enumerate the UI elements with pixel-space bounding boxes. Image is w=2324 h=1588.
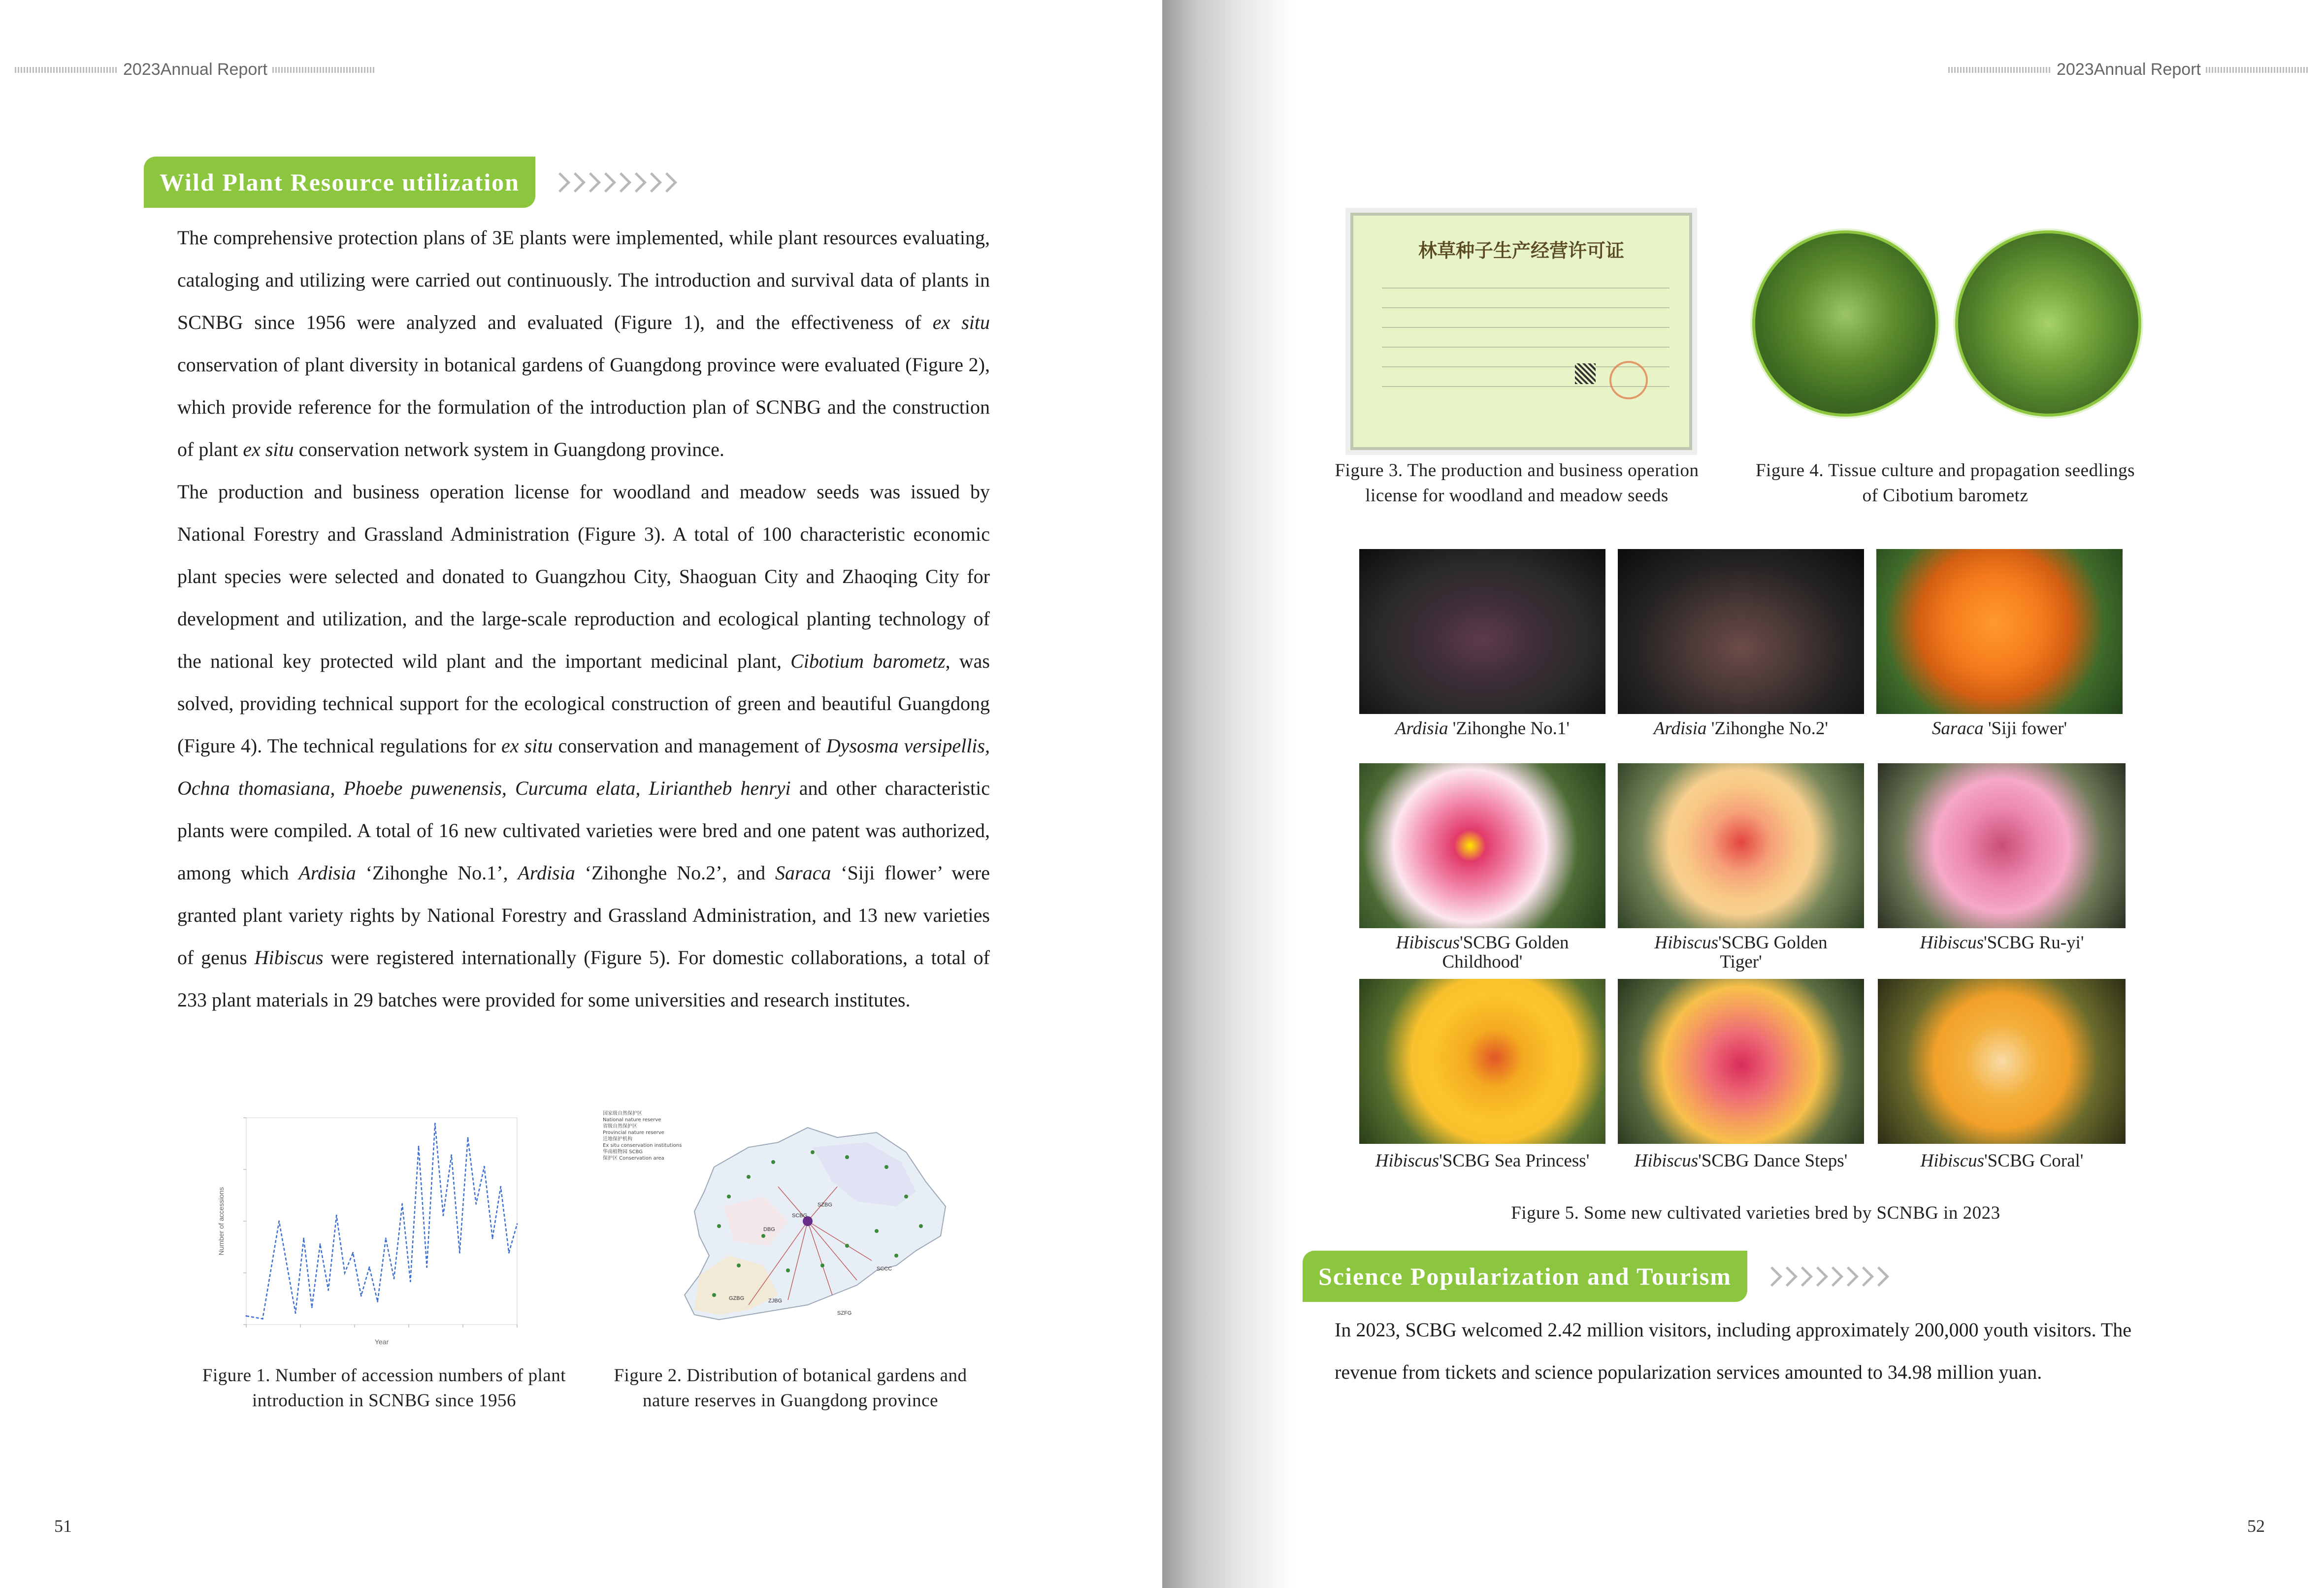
data-point <box>426 1266 427 1268</box>
italic-term: ex situ <box>501 735 553 757</box>
figure-1-chart <box>212 1108 527 1354</box>
variety-label: Ardisia 'Zihonghe No.1' <box>1395 718 1570 739</box>
header-rule <box>1948 67 2052 73</box>
text-run: The comprehensive protection plans of 3E plants were implemented, while plant resources evaluating, cataloging and utilizing were carried out continuously. The introduction and survival data of plants in SCNBG since 1956 were analyzed and evaluated (Figure 1), and the effectiveness of <box>177 227 990 333</box>
data-point <box>344 1272 346 1274</box>
variety-label: Hibiscus'SCBG Sea Princess' <box>1375 1151 1590 1171</box>
text-run: conservation of plant diversity in botanical gardens of Guangdong province were evaluated (Figure 2), which provide reference for the formulation of the introduction plan of SCNBG and the construction of plant <box>177 354 990 460</box>
italic-term: Dysosma versipellis, Ochna thomasiana, Phoebe puwenensis, Curcuma elata, Liriantheb henryi <box>177 735 990 799</box>
data-point <box>385 1238 387 1239</box>
italic-term: ex situ <box>932 311 990 333</box>
header-rule <box>15 67 118 73</box>
variety-label: Saraca 'Siji fower' <box>1931 718 2067 739</box>
figure-3-caption: Figure 3. The production and business operation license for woodland and meadow seeds <box>1335 460 1699 506</box>
data-point <box>369 1266 370 1268</box>
body-text <box>177 217 990 1021</box>
data-point <box>500 1186 501 1188</box>
variety-photo <box>1359 979 1605 1144</box>
variety-label: Hibiscus'SCBG Dance Steps' <box>1634 1151 1848 1171</box>
map-site-label: DBG <box>763 1227 775 1232</box>
paragraph: In 2023, SCBG welcomed 2.42 million visitors, including approximately 200,000 youth visitors. The revenue from tickets and science popularization services amounted to 34.98 million yuan. <box>1335 1319 2132 1383</box>
data-point <box>336 1215 337 1216</box>
variety-label: Hibiscus'SCBG Golden Tiger' <box>1654 933 1828 972</box>
text-run: ‘Zihonghe No.2’, and <box>575 862 776 884</box>
variety-photo <box>1359 549 1605 714</box>
variety-photo <box>1618 979 1864 1144</box>
italic-term: Ardisia <box>298 862 356 884</box>
running-header-text: 2023Annual Report <box>2056 60 2201 79</box>
data-point <box>327 1290 329 1291</box>
data-point <box>262 1318 263 1320</box>
map-site-label: SCBG <box>792 1213 808 1219</box>
qr-code-icon <box>1575 363 1596 384</box>
plot-frame <box>246 1118 517 1325</box>
variety-label: Hibiscus'SCBG Golden Childhood' <box>1396 933 1569 972</box>
page-gutter-shadow <box>1162 0 1295 1588</box>
header-rule <box>2206 67 2309 73</box>
section-title: Science Popularization and Tourism <box>1303 1251 1747 1302</box>
section-title: Wild Plant Resource utilization <box>144 157 535 208</box>
variety-label: Ardisia 'Zihonghe No.2' <box>1653 718 1829 739</box>
map-site-label: SCCC <box>877 1266 892 1272</box>
header-rule <box>272 67 376 73</box>
map-site-label: SZFG <box>837 1310 852 1316</box>
legend-line: 国家级自然保护区 <box>603 1111 642 1116</box>
data-point <box>377 1301 378 1302</box>
data-point <box>434 1123 436 1124</box>
text-run: conservation network system in Guangdong province. <box>294 438 724 460</box>
seedling-photo <box>1955 230 2141 417</box>
text-run: conservation and management of <box>553 735 826 757</box>
data-point <box>459 1252 460 1254</box>
tourism-text <box>1335 1309 2152 1394</box>
figure-1-caption: Figure 1. Number of accession numbers of plant introduction in SCNBG since 1956 <box>202 1365 566 1411</box>
figure-5-caption: Figure 5. Some new cultivated varieties bred by SCNBG in 2023 <box>1511 1203 2000 1223</box>
data-point <box>311 1307 313 1308</box>
legend-line: Provincial nature reserve <box>603 1130 664 1135</box>
map-site-label: SZBG <box>818 1202 832 1208</box>
figure-2-caption: Figure 2. Distribution of botanical gardens and nature reserves in Guangdong province <box>614 1365 967 1411</box>
legend-line: 保护区 Conservation area <box>603 1156 664 1161</box>
text-run: ‘Zihonghe No.1’, <box>356 862 518 884</box>
figure-2-map <box>601 1108 965 1354</box>
running-header <box>15 60 376 79</box>
data-point <box>303 1238 304 1239</box>
map-legend <box>603 1110 711 1162</box>
data-point <box>410 1281 411 1282</box>
data-point <box>320 1243 321 1245</box>
map-site-label: GZBG <box>729 1296 745 1301</box>
data-point <box>295 1312 296 1314</box>
data-point <box>484 1166 485 1167</box>
text-run: The production and business operation license for woodland and meadow seeds was issued by National Forestry and Grassland Administration (Figure 3). A total of 100 characteristic economic plant species were selected and donated to Guangzhou City, Shaoguan City and Zhaoqing City for development and utilization, and the large-scale reproduction and ecological planting technology of the national key protected wild plant and the important medicinal plant, <box>177 481 990 672</box>
data-point <box>352 1252 354 1254</box>
legend-line: National nature reserve <box>603 1117 661 1123</box>
data-point <box>451 1154 452 1156</box>
variety-photo <box>1618 763 1864 928</box>
paragraph <box>177 471 990 1021</box>
data-point <box>246 1315 247 1317</box>
legend-line: 省级自然保护区 <box>603 1124 637 1129</box>
legend-line: 华南植物园 SCBG <box>603 1149 643 1155</box>
legend-line: 迁地保护机构 <box>603 1136 632 1142</box>
accession-series-line <box>246 1124 517 1319</box>
page-number: 51 <box>54 1516 72 1536</box>
chevron-decoration-icon <box>1765 1269 1886 1284</box>
text-run: ‘Siji flower’ were granted plant variety rights by National Forestry and Grassland Administration, and 13 new varieties of genus <box>177 862 990 969</box>
text-run: were registered internationally (Figure 5). For domestic collaborations, a total of 233 plant materials in 29 batches were provided for some universities and research institutes. <box>177 946 990 1011</box>
map-site-label: ZJBG <box>768 1298 783 1304</box>
section-heading-science-tourism <box>1303 1251 1886 1302</box>
certificate-title: 林草种子生产经营许可证 <box>1418 240 1624 261</box>
italic-term: Hibiscus <box>254 946 324 969</box>
y-axis-label: Number of accessions <box>217 1187 225 1256</box>
variety-photo <box>1878 763 2126 928</box>
italic-term: ex situ <box>243 438 294 460</box>
running-header-text: 2023Annual Report <box>123 60 268 79</box>
seal-stamp-icon <box>1609 361 1648 399</box>
x-axis-label: Year <box>374 1338 389 1346</box>
data-point <box>393 1278 395 1279</box>
data-point <box>517 1223 518 1225</box>
italic-term: Saraca <box>775 862 831 884</box>
accession-line-chart <box>212 1108 527 1354</box>
data-point <box>443 1215 444 1216</box>
data-point <box>475 1203 477 1205</box>
section-heading-wild-plant <box>144 157 674 208</box>
italic-term: Ardisia <box>518 862 575 884</box>
data-point <box>278 1221 280 1222</box>
variety-label: Hibiscus'SCBG Coral' <box>1920 1151 2084 1171</box>
figure-4-caption: Figure 4. Tissue culture and propagation seedlings of Cibotium barometz <box>1755 460 2135 506</box>
data-point <box>360 1295 362 1296</box>
legend-line: Ex situ conservation institutions <box>603 1143 682 1148</box>
running-header <box>1948 60 2309 79</box>
text-run: , was solved, providing technical support for the ecological construction of green and beautiful Guangdong (Figure 4). The technical regulations for <box>177 650 990 757</box>
page-number: 52 <box>2247 1516 2265 1536</box>
text-run: and other characteristic plants were compiled. A total of 16 new cultivated varieties were bred and one patent was authorized, among which <box>177 777 990 884</box>
paragraph <box>177 217 990 471</box>
data-point <box>418 1146 420 1147</box>
variety-photo <box>1878 979 2126 1144</box>
variety-photo <box>1876 549 2123 714</box>
seedling-photo <box>1752 230 1938 417</box>
license-certificate <box>1350 213 1692 450</box>
italic-term: Cibotium barometz <box>790 650 946 672</box>
data-point <box>492 1238 493 1239</box>
chevron-decoration-icon <box>553 175 674 190</box>
variety-photo <box>1359 763 1605 928</box>
variety-label: Hibiscus'SCBG Ru-yi' <box>1920 933 2084 953</box>
data-point <box>401 1203 403 1205</box>
variety-photo <box>1618 549 1864 714</box>
data-point <box>508 1252 510 1254</box>
data-point <box>467 1137 469 1138</box>
